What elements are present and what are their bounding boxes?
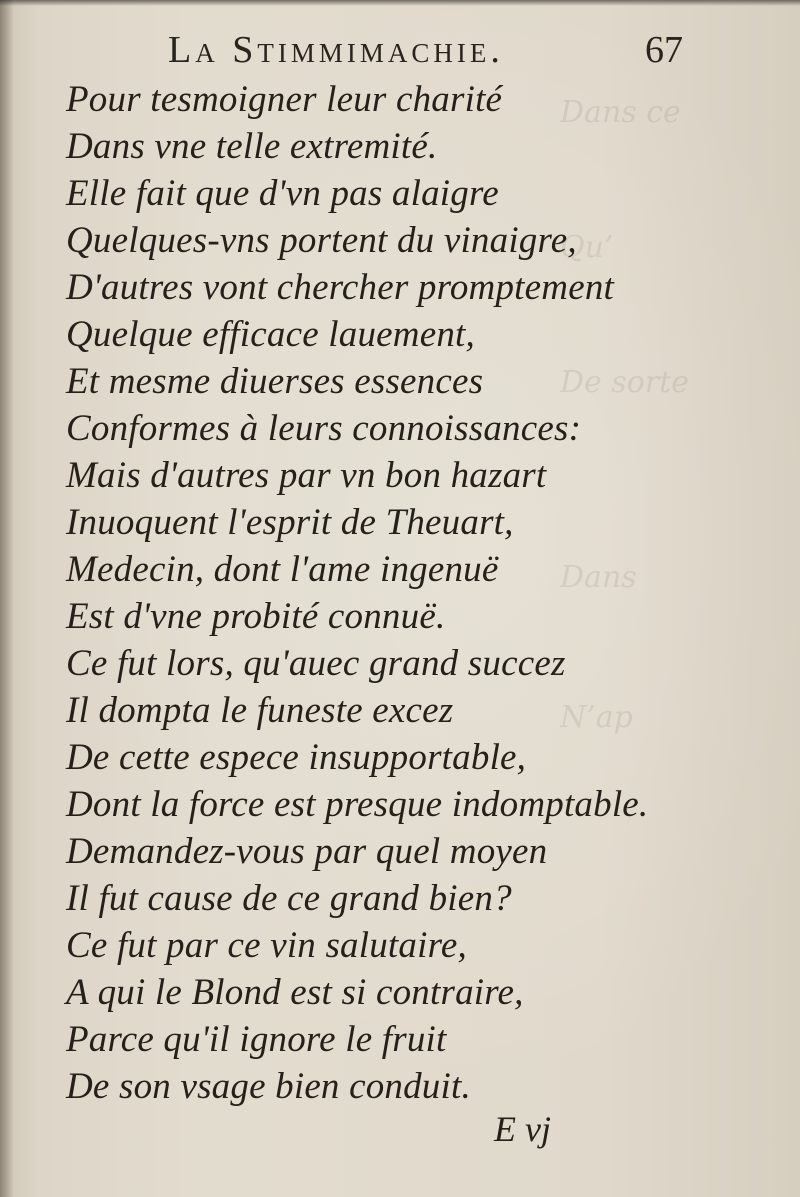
verse-line: Et mesme diuerses essences: [66, 361, 484, 402]
verse-line: Ce fut par ce vin salutaire,: [66, 925, 467, 966]
verse-line: Dans vne telle extremité.: [66, 126, 438, 167]
running-title: La Stimmimachie.: [168, 29, 504, 71]
verse-line: Conformes à leurs connoissances:: [66, 408, 582, 449]
verse-line: Dont la force est presque indomptable.: [66, 784, 649, 825]
verse-line: Mais d'autres par vn bon hazart: [66, 455, 547, 496]
verse-line: De son vsage bien conduit.: [66, 1066, 471, 1107]
verse-line: De cette espece insupportable,: [66, 737, 527, 778]
show-through: Dans ce: [560, 95, 681, 130]
verse-line: Pour tesmoigner leur charité: [66, 79, 503, 120]
verse-line: Il dompta le funeste excez: [66, 690, 454, 731]
verse-line: Inuoquent l'esprit de Theuart,: [66, 502, 514, 543]
verse-line: Elle fait que d'vn pas alaigre: [66, 173, 499, 214]
show-through: Qu’: [560, 230, 614, 265]
verse-line: Est d'vne probité connuë.: [66, 596, 446, 637]
verse-line: Il fut cause de ce grand bien?: [66, 878, 512, 919]
page-number: 67: [645, 29, 683, 71]
verse-line: Quelque efficace lauement,: [66, 314, 475, 355]
verse-line: Parce qu'il ignore le fruit: [66, 1019, 447, 1060]
verse-line: Medecin, dont l'ame ingenuë: [66, 549, 499, 590]
running-header: [168, 28, 504, 78]
show-through: De sorte: [560, 365, 689, 400]
verse-line: Quelques-vns portent du vinaigre,: [66, 220, 577, 261]
verse-line: Ce fut lors, qu'auec grand succez: [66, 643, 566, 684]
signature-mark: E vj: [494, 1109, 551, 1149]
verse-line: A qui le Blond est si contraire,: [66, 972, 524, 1013]
verse-line: D'autres vont chercher promptement: [66, 267, 614, 308]
poem-verses: [66, 76, 706, 1110]
show-through: Dans: [560, 560, 637, 595]
show-through: N’ap: [560, 700, 633, 735]
page-top-edge: [0, 0, 800, 6]
verse-line: Demandez-vous par quel moyen: [66, 831, 548, 872]
gutter-shadow: [0, 0, 14, 1197]
